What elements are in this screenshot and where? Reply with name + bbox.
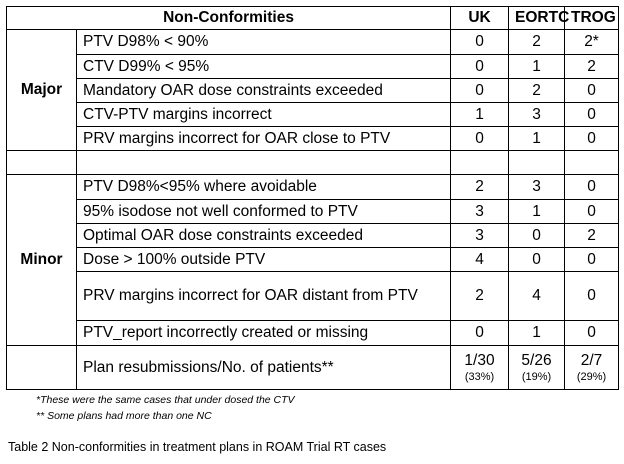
summary-empty-cell [7, 346, 77, 390]
summary-row [7, 346, 619, 390]
spacer-row [7, 151, 619, 175]
cell-eortc: 2 [509, 79, 565, 103]
cell-eortc: 1 [509, 321, 565, 346]
cell-trog: 0 [565, 103, 619, 127]
summary-label: Plan resubmissions/No. of patients** [77, 346, 451, 390]
cell-trog: 0 [565, 127, 619, 151]
header-eortc: EORTC [509, 7, 565, 30]
cell-eortc: 1 [509, 55, 565, 79]
table-row [7, 272, 619, 321]
cell-uk: 0 [451, 321, 509, 346]
cell-uk: 0 [451, 55, 509, 79]
row-label: CTV-PTV margins incorrect [77, 103, 451, 127]
cell-uk: 1 [451, 103, 509, 127]
spacer-cell [77, 151, 451, 175]
summary-uk-ratio: 1/30 [464, 351, 495, 369]
summary-eortc [509, 346, 565, 390]
row-label: PRV margins incorrect for OAR close to PTV [77, 127, 451, 151]
header-uk: UK [451, 7, 509, 30]
table-row [7, 30, 619, 55]
spacer-cell [509, 151, 565, 175]
row-label: Dose > 100% outside PTV [77, 248, 451, 272]
footnotes [36, 392, 295, 424]
cell-eortc: 2 [509, 30, 565, 55]
row-label: PTV_report incorrectly created or missing [77, 321, 451, 346]
row-label: CTV D99% < 95% [77, 55, 451, 79]
summary-eortc-ratio: 5/26 [521, 351, 552, 369]
cell-eortc: 0 [509, 224, 565, 248]
row-label: PTV D98% < 90% [77, 30, 451, 55]
row-label: PRV margins incorrect for OAR distant from PTV [77, 272, 451, 321]
row-label: 95% isodose not well conformed to PTV [77, 200, 451, 224]
table-row [7, 248, 619, 272]
header-non-conformities: Non-Conformities [7, 7, 451, 30]
cell-trog: 0 [565, 321, 619, 346]
cell-eortc: 4 [509, 272, 565, 321]
row-label: PTV D98%<95% where avoidable [77, 175, 451, 200]
summary-trog [565, 346, 619, 390]
cell-trog: 0 [565, 175, 619, 200]
summary-uk [451, 346, 509, 390]
row-label: Mandatory OAR dose constraints exceeded [77, 79, 451, 103]
cell-trog: 2 [565, 224, 619, 248]
table-row [7, 103, 619, 127]
cell-eortc: 3 [509, 103, 565, 127]
cell-uk: 3 [451, 200, 509, 224]
cell-trog: 0 [565, 200, 619, 224]
cell-trog: 2* [565, 30, 619, 55]
header-trog: TROG [565, 7, 619, 30]
cell-eortc: 0 [509, 248, 565, 272]
summary-trog-ratio: 2/7 [580, 351, 603, 369]
table-row [7, 224, 619, 248]
row-label: Optimal OAR dose constraints exceeded [77, 224, 451, 248]
cell-uk: 2 [451, 272, 509, 321]
table-caption: Table 2 Non-conformities in treatment plans in ROAM Trial RT cases [8, 440, 387, 454]
table-row [7, 200, 619, 224]
spacer-cell [7, 151, 77, 175]
cell-uk: 0 [451, 79, 509, 103]
summary-trog-percent: (29%) [576, 370, 607, 383]
summary-eortc-percent: (19%) [521, 370, 552, 383]
cell-eortc: 1 [509, 127, 565, 151]
cell-trog: 0 [565, 248, 619, 272]
header-row [7, 7, 619, 30]
table-row [7, 55, 619, 79]
cell-uk: 3 [451, 224, 509, 248]
table-row [7, 175, 619, 200]
cell-uk: 2 [451, 175, 509, 200]
group-label-major: Major [7, 30, 77, 151]
cell-trog: 2 [565, 55, 619, 79]
footnote: *These were the same cases that under dosed the CTV [36, 394, 295, 406]
cell-trog: 0 [565, 79, 619, 103]
cell-uk: 0 [451, 127, 509, 151]
cell-trog: 0 [565, 272, 619, 321]
cell-uk: 0 [451, 30, 509, 55]
table-row [7, 127, 619, 151]
table-row [7, 79, 619, 103]
spacer-cell [451, 151, 509, 175]
cell-eortc: 3 [509, 175, 565, 200]
cell-eortc: 1 [509, 200, 565, 224]
cell-uk: 4 [451, 248, 509, 272]
table-row [7, 321, 619, 346]
group-label-minor: Minor [7, 175, 77, 346]
footnote: ** Some plans had more than one NC [36, 410, 212, 422]
spacer-cell [565, 151, 619, 175]
non-conformities-table [6, 6, 619, 390]
summary-uk-percent: (33%) [464, 370, 495, 383]
